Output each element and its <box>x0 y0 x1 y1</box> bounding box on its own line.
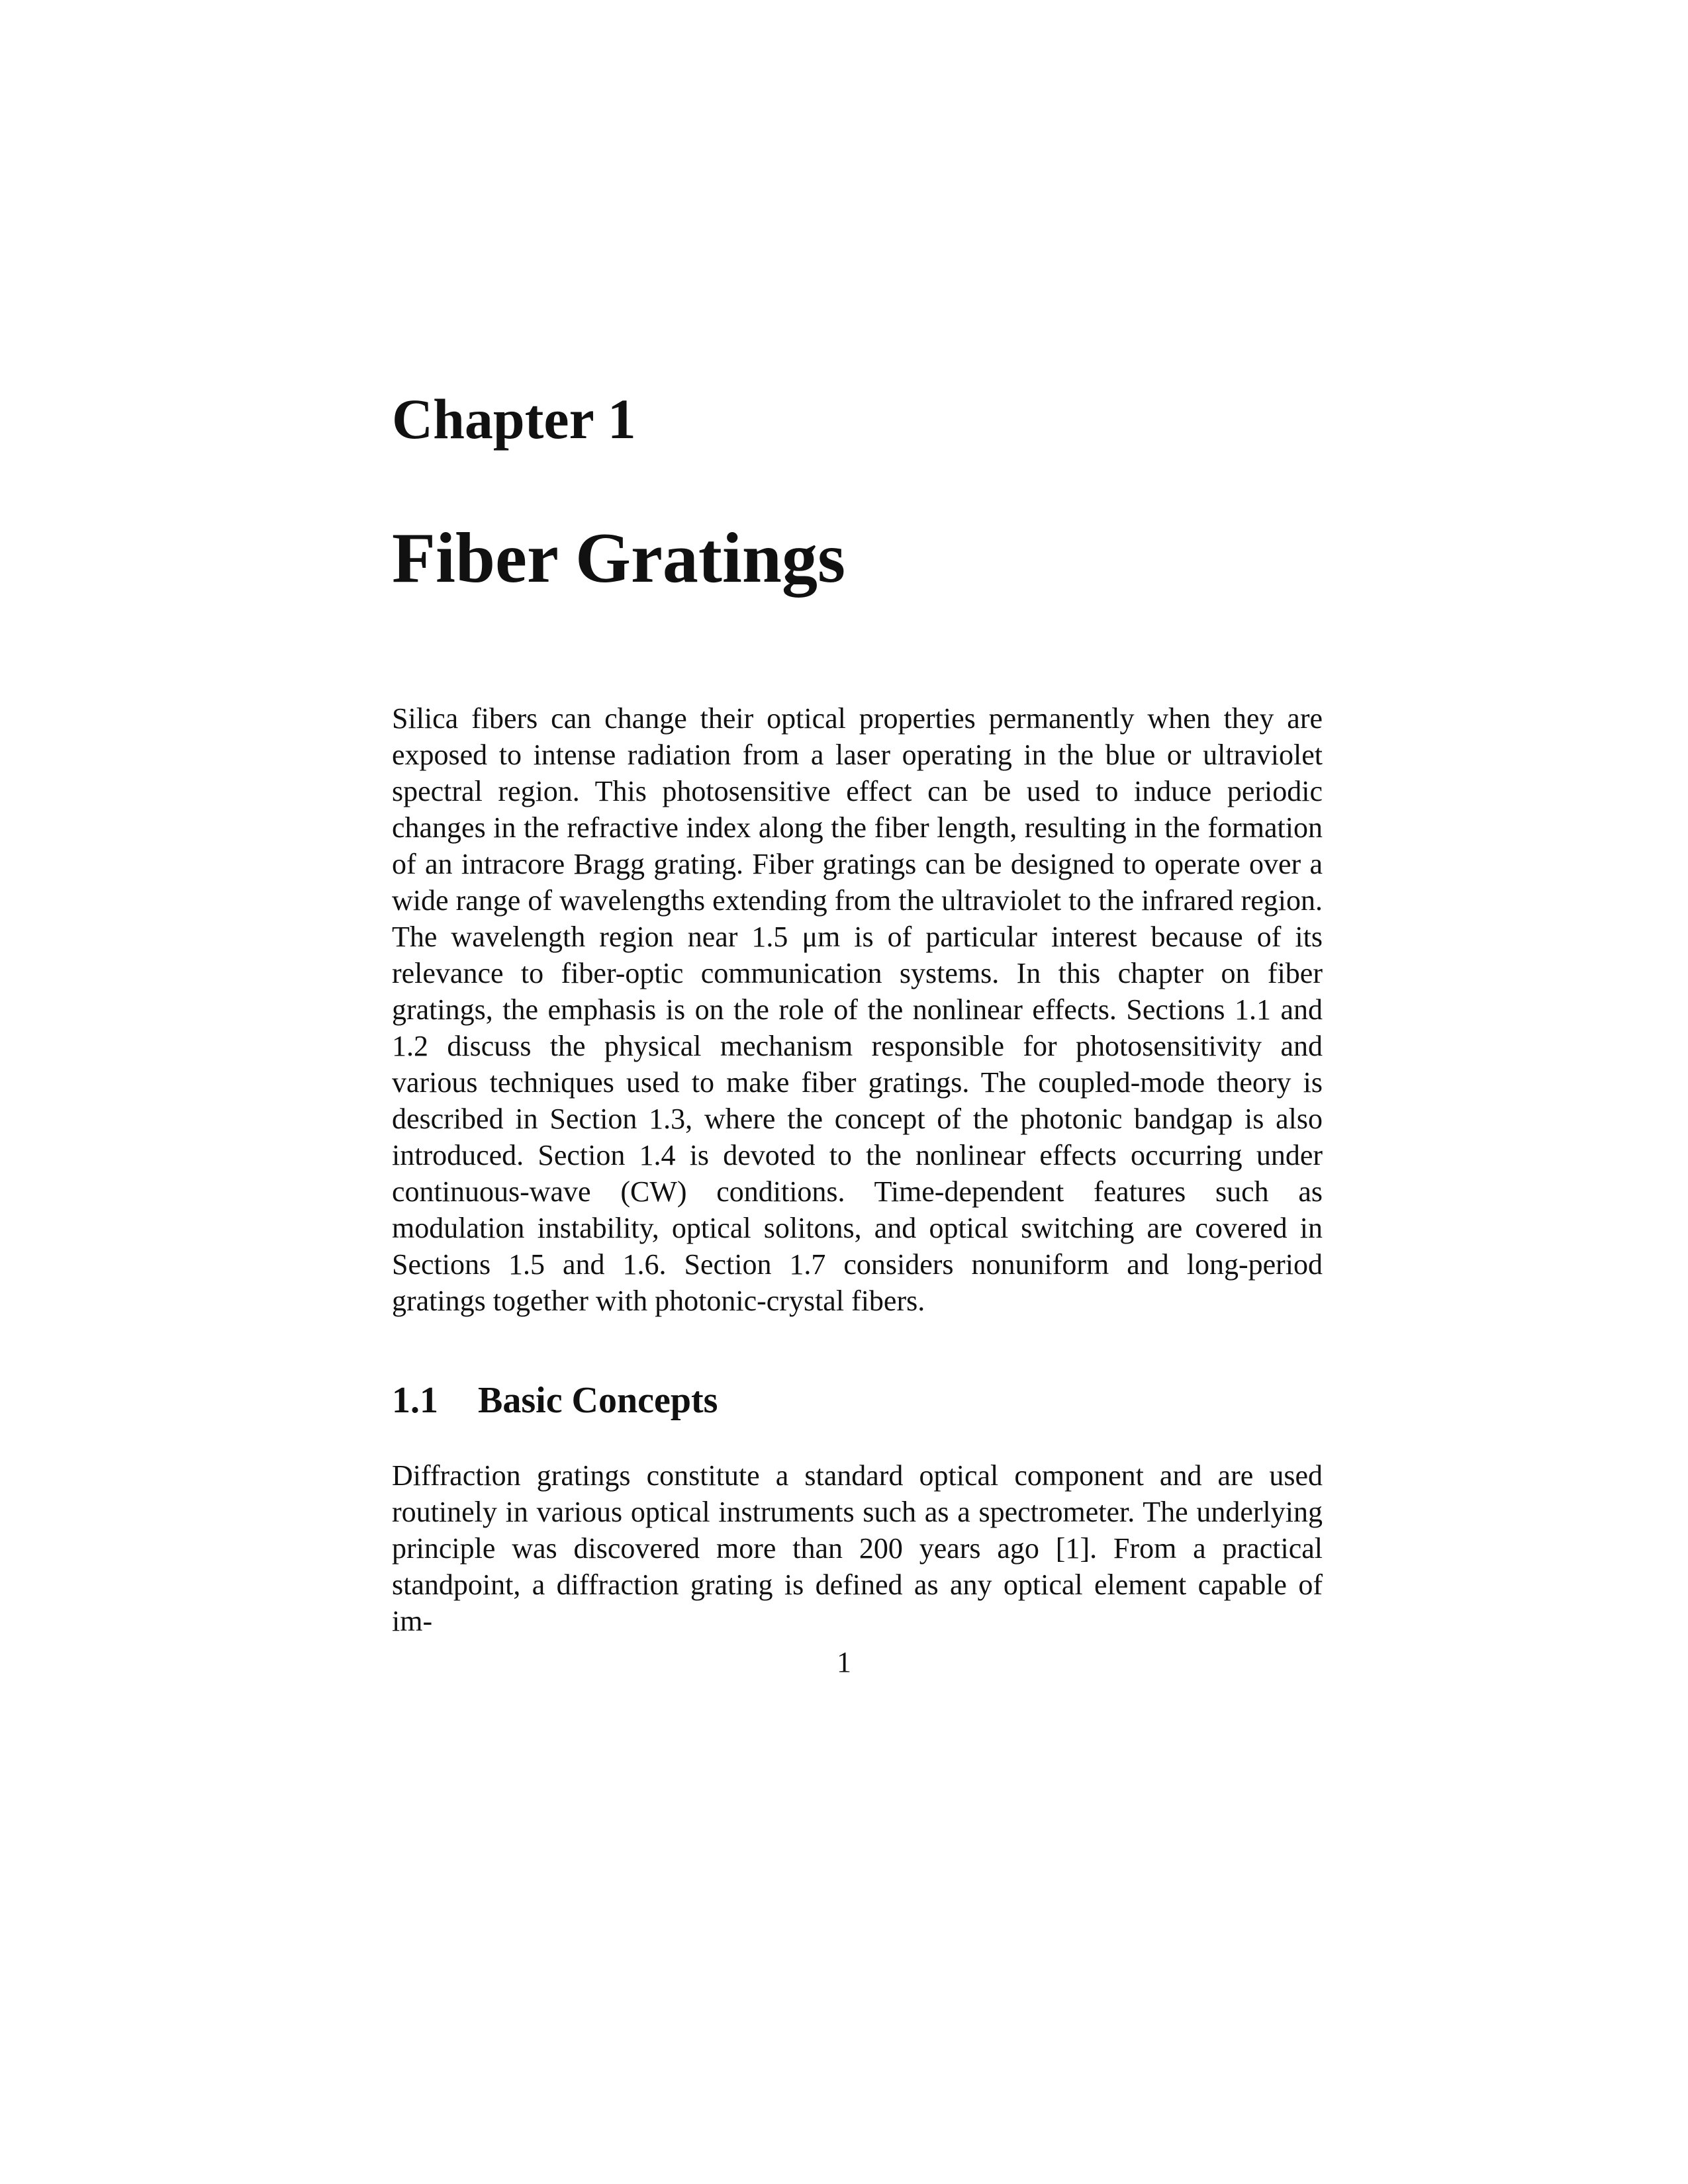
chapter-label: Chapter 1 <box>392 387 636 451</box>
section-number: 1.1 <box>392 1380 438 1421</box>
section-title: Basic Concepts <box>478 1380 718 1421</box>
section-paragraph: Diffraction gratings constitute a standard optical component and are used routinely in various optical instruments such as a spectrometer. The underlying principle was discovered more than 200 years ago [1]. From a practical standpoint, a diffraction grating is defined as any optical element capable of im- <box>392 1459 1323 1637</box>
intro-paragraph: Silica fibers can change their optical properties permanently when they are exposed to intense radiation from a laser operating in the blue or ultraviolet spectral region. This photosensitive effect can be used to induce periodic changes in the refractive index along the fiber length, resulting in the formation of an intracore Bragg grating. Fiber gratings can be designed to operate over a wide range of wavelengths extending from the ultraviolet to the infrared region. The wavelength region near 1.5 μm is of particular interest because of its relevance to fiber-optic communication systems. In this chapter on fiber gratings, the emphasis is on the role of the nonlinear effects. Sections 1.1 and 1.2 discuss the physical mechanism responsible for photosensitivity and various techniques used to make fiber gratings. The coupled-mode theory is described in Section 1.3, where the concept of the photonic bandgap is also introduced. Section 1.4 is devoted to the nonlinear effects occurring under continuous-wave (CW) conditions. Time-dependent features such as modulation instability, optical solitons, and optical switching are covered in Sections 1.5 and 1.6. Section 1.7 considers nonuniform and long-period gratings together with photonic-crystal fibers. <box>392 702 1323 1317</box>
chapter-title: Fiber Gratings <box>392 519 845 598</box>
section-heading <box>392 1382 718 1419</box>
page-number: 1 <box>837 1646 851 1678</box>
